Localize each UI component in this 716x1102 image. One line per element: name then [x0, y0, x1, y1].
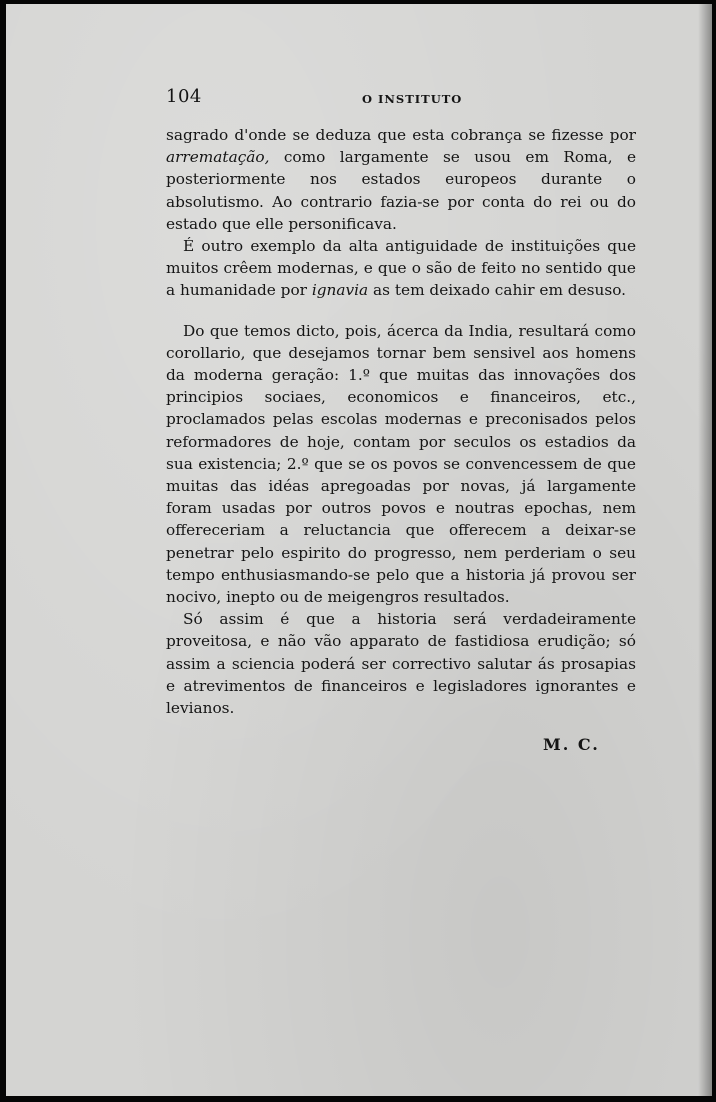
page-header	[166, 86, 636, 112]
paragraph-2	[166, 235, 636, 302]
paragraph-1-text-a: sagrado d'onde se deduza que esta cobrança se fizesse por	[166, 126, 636, 144]
page-edge-shadow	[698, 4, 712, 1096]
paragraph-1-emphasis: arrematação,	[166, 148, 270, 167]
paragraph-4: Só assim é que a historia será verdadeiramente proveitosa, e não vão apparato de fastidiosa erudição; só assim a sciencia poderá ser correctivo salutar ás prosapias e atrevimentos de financeiros e legisladores ignorantes e levianos.	[166, 610, 636, 718]
paragraph-3: Do que temos dicto, pois, ácerca da India, resultará como corollario, que desejamos tornar bem sensivel aos homens da moderna geração: 1.º que muitas das innovações dos principios sociaes, economicos e financeiros, etc., proclamados pelas escolas modernas e preconisados pelos reformadores de hoje, contam por seculos os estadios da sua existencia; 2.º que se os povos se convencessem de que muitas das idéas apregoadas por novas, já largamente foram usadas por outros povos e noutras epochas, nem offereceriam a reluctancia que offerecem a deixar-se penetrar pelo espirito do progresso, nem perderiam o seu tempo enthusiasmando-se pelo que a historia já provou ser nocivo, inepto ou de meigengros resultados.	[166, 321, 636, 607]
paragraph-1	[166, 124, 636, 235]
paragraph-2-text-b: as tem deixado cahir em desuso.	[368, 281, 627, 300]
author-signature: M. C.	[543, 735, 600, 754]
page-number: 104	[166, 86, 202, 107]
paragraph-1-text-b: como largamente se usou em Roma, e posteriormente nos estados europeos durante o absolutismo. Ao contrario fazia-se por conta do rei ou do estado que elle personificava.	[166, 148, 636, 233]
paragraph-2-text-a: É outro exemplo da alta antiguidade de instituições que muitos crêem modernas, e que o são de feito no sentido que a humanidade por	[166, 237, 636, 300]
body-text	[166, 124, 636, 719]
book-page	[6, 4, 712, 1096]
running-head: O INSTITUTO	[362, 92, 463, 106]
paragraph-2-emphasis: ignavia	[311, 281, 369, 300]
